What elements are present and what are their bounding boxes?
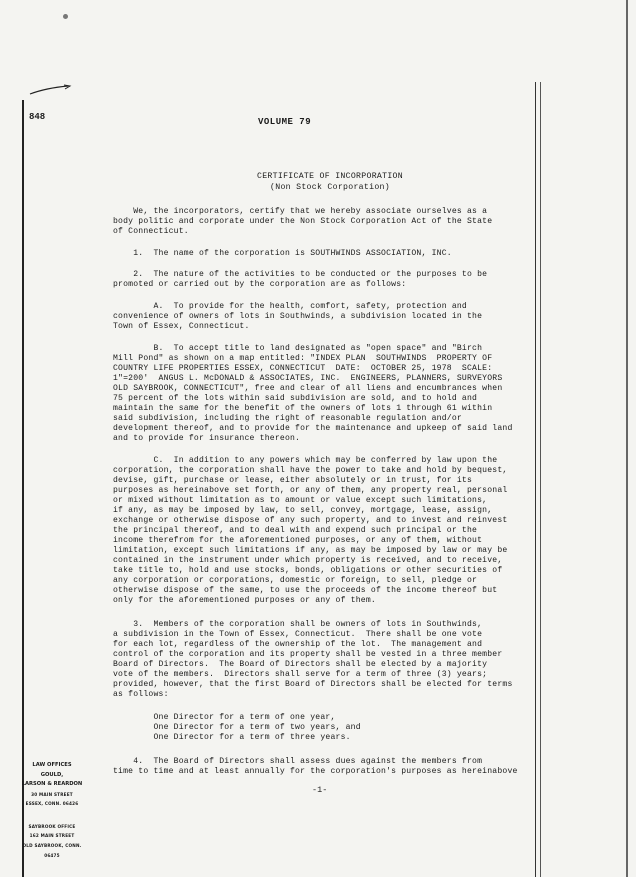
law-office-heading: LAW OFFICES [32, 762, 72, 768]
document-subtitle: (Non Stock Corporation) [270, 183, 390, 192]
document-title: CERTIFICATE OF INCORPORATION [257, 172, 403, 181]
law-office-name: GOULD, [40, 772, 64, 778]
text-line: A. To provide for the health, comfort, safety, protection and [113, 302, 467, 311]
text-line: One Director for a term of one year, [113, 713, 336, 722]
text-line: maintain the same for the benefit of the owners of lots 1 through 61 within [113, 404, 493, 413]
text-line: income therefrom for the aforementioned purposes, or any of them, without [113, 536, 483, 545]
law-office-address: 30 MAIN STREET [31, 792, 73, 797]
text-line: 2. The nature of the activities to be conducted or the purposes to be [113, 270, 488, 279]
text-line: 3. Members of the corporation shall be owners of lots in Southwinds, [113, 620, 483, 629]
text-line: provided, however, that the first Board of Directors shall be elected for terms [113, 680, 513, 689]
text-line: One Director for a term of two years, and [113, 723, 361, 732]
text-line: COUNTRY LIFE PROPERTIES ESSEX, CONNECTICUT DATE: OCTOBER 25, 1978 SCALE: [113, 364, 493, 373]
law-office-address: 06475 [44, 853, 60, 858]
text-line: purposes as hereinabove set forth, or any of them, any property real, personal [113, 486, 508, 495]
left-margin-rule [22, 100, 24, 877]
text-line: a subdivision in the Town of Essex, Connecticut. There shall be one vote [113, 630, 483, 639]
handwritten-mark-icon [28, 84, 74, 96]
law-office-address: ESSEX, CONN. 06426 [25, 801, 79, 806]
text-line: or mixed without limitation as to amount or value except such limitations, [113, 496, 488, 505]
text-line: contained in the instrument under which property is received, and to receive, [113, 556, 503, 565]
text-line: take title to, hold and use stocks, bonds, obligations or other securities of [113, 566, 503, 575]
text-line: time to time and at least annually for the corporation's purposes as hereinabove [113, 767, 518, 776]
law-office-address: OLD SAYBROOK, CONN. [22, 843, 82, 848]
text-line: 1"=200' ANGUS L. McDONALD & ASSOCIATES, INC. ENGINEERS, PLANNERS, SURVEYORS [113, 374, 503, 383]
text-line: Town of Essex, Connecticut. [113, 322, 250, 331]
page-number: 848 [29, 112, 46, 122]
text-line: vote of the members. Directors shall serve for a term of three (3) years; [113, 670, 488, 679]
text-line: corporation, the corporation shall have the power to take and hold by bequest, [113, 466, 508, 475]
text-line: Mill Pond" as shown on a map entitled: "INDEX PLAN SOUTHWINDS PROPERTY OF [113, 354, 493, 363]
text-line: One Director for a term of three years. [113, 733, 351, 742]
text-line: control of the corporation and its property shall be vested in a three member [113, 650, 503, 659]
text-line: B. To accept title to land designated as "open space" and "Birch [113, 344, 483, 353]
text-line: for each lot, regardless of the ownership of the lot. The management and [113, 640, 483, 649]
text-line: development thereof, and to provide for the maintenance and upkeep of said land [113, 424, 513, 433]
text-line: limitation, except such limitations if any, as may be imposed by law or may be [113, 546, 508, 555]
scan-speck [63, 14, 68, 19]
text-line: the principal thereof, and to deal with and expend such principal or the [113, 526, 478, 535]
right-margin-rule [535, 82, 536, 877]
text-line: 75 percent of the lots within said subdivision are sold, and to hold and [113, 394, 478, 403]
law-office-name: LARSON & REARDON [21, 781, 83, 787]
volume-heading: VOLUME 79 [258, 117, 312, 127]
text-line: convenience of owners of lots in Southwinds, a subdivision located in the [113, 312, 483, 321]
text-line: and to provide for insurance thereon. [113, 434, 301, 443]
text-line: said subdivision, including the right of reasonable regulation and/or [113, 414, 462, 423]
text-line: promoted or carried out by the corporation are as follows: [113, 280, 407, 289]
page-footer-number: -1- [312, 785, 328, 795]
text-line: 1. The name of the corporation is SOUTHWINDS ASSOCIATION, INC. [113, 249, 452, 258]
text-line: of Connecticut. [113, 227, 189, 236]
page-edge [626, 0, 628, 877]
text-line: OLD SAYBROOK, CONNECTICUT", free and clear of all liens and encumbrances when [113, 384, 503, 393]
text-line: We, the incorporators, certify that we hereby associate ourselves as a [113, 207, 488, 216]
right-margin-rule-outer [540, 82, 541, 877]
text-line: devise, gift, purchase or lease, either absolutely or in trust, for its [113, 476, 473, 485]
text-line: if any, as may be imposed by law, to sell, convey, mortgage, lease, assign, [113, 506, 493, 515]
text-line: 4. The Board of Directors shall assess dues against the members from [113, 757, 483, 766]
text-line: only for the aforementioned purposes or any of them. [113, 596, 376, 605]
text-line: exchange or otherwise dispose of any such property, and to invest and reinvest [113, 516, 508, 525]
text-line: body politic and corporate under the Non Stock Corporation Act of the State [113, 217, 493, 226]
text-line: as follows: [113, 690, 169, 699]
text-line: C. In addition to any powers which may be conferred by law upon the [113, 456, 498, 465]
law-office-address: 162 MAIN STREET [29, 833, 75, 838]
law-office-branch: SAYBROOK OFFICE [28, 824, 76, 829]
text-line: Board of Directors. The Board of Directors shall be elected by a majority [113, 660, 488, 669]
text-line: otherwise dispose of the same, to use the proceeds of the income thereof but [113, 586, 498, 595]
text-line: any corporation or corporations, domestic or foreign, to sell, pledge or [113, 576, 478, 585]
